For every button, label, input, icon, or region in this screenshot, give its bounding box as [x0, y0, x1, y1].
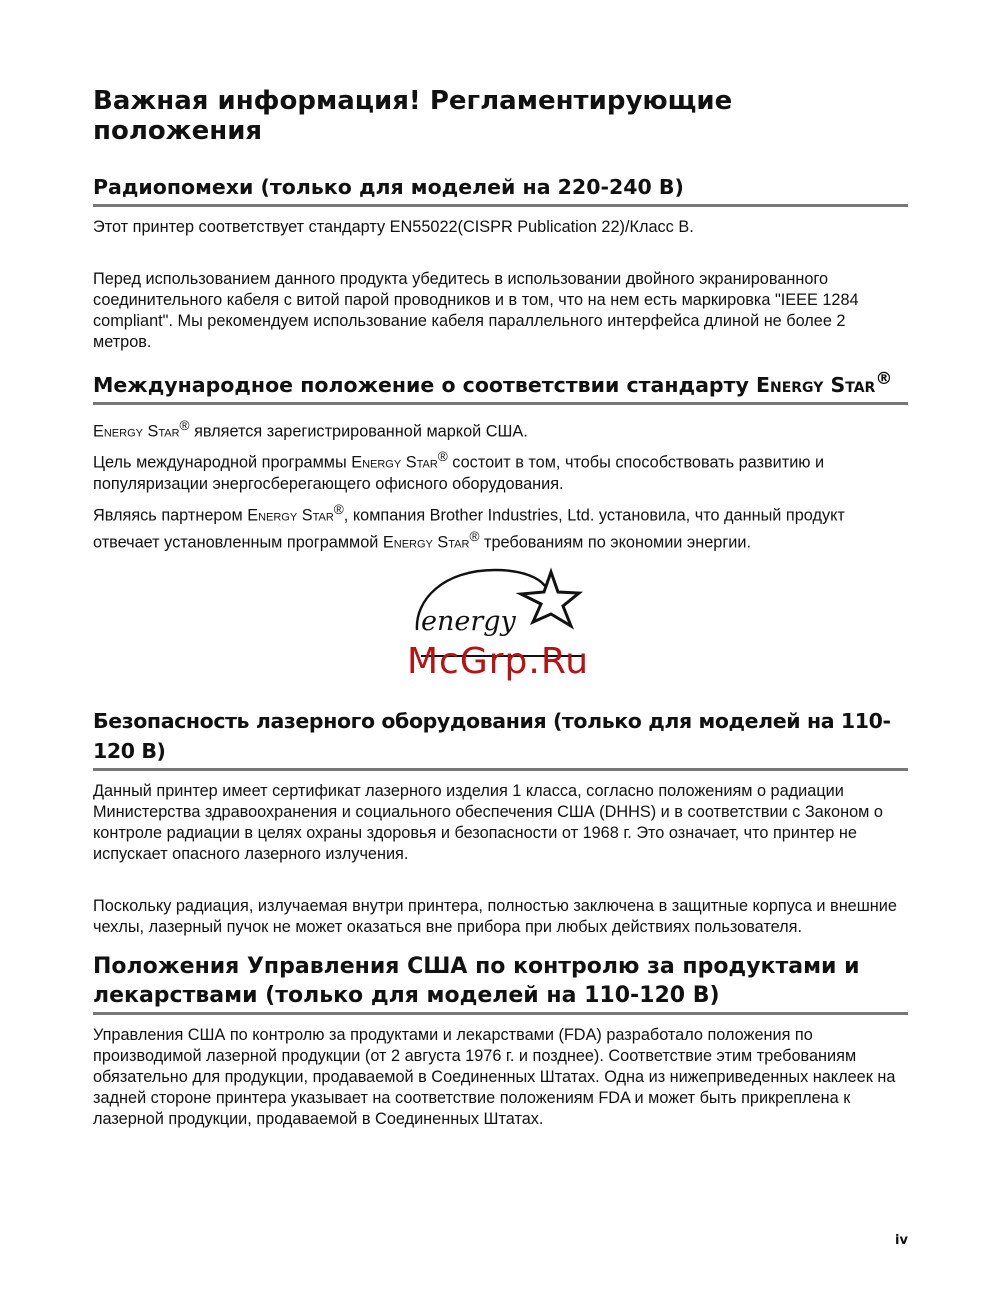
radio-paragraph-2: Перед использованием данного продукта убедитесь в использовании двойного экранированного соединительного кабеля с витой парой проводников и в том, что на нем есть маркировка "IEEE 1284 compliant". Мы рекомендуем использование кабеля параллельного интерфейса длиной не более 2 метров. [93, 270, 859, 351]
energy-p3-prefix: Являясь партнером [93, 506, 248, 525]
energy-p1-text: является зарегистрированной маркой США. [189, 422, 528, 441]
energy-heading-text: Международное положение о соответствии стандарту [93, 372, 756, 397]
registered-mark: ® [875, 369, 893, 389]
registered-mark: ® [179, 417, 190, 433]
watermark-text: McGrp.Ru [407, 640, 590, 682]
registered-mark: ® [333, 501, 344, 517]
document-page [93, 86, 908, 1130]
radio-paragraph-1: Этот принтер соответствует стандарту EN55022(CISPR Publication 22)/Класс В. [93, 218, 694, 236]
fda-paragraph-1: Управления США по контролю за продуктами и лекарствами (FDA) разработало положения по производимой лазерной продукции (от 2 августа 1976 г. и позднее). Соответствие этим требованиям обязательно для продукции, продаваемой в Соединенных Штатах. Одна из нижеприведенных наклеек на задней стороне принтера указывает на соответствие положениям FDA и может быть прикреплена к лазерной продукции, продаваемой в Соединенных Штатах. [93, 1025, 896, 1128]
energy-p3-middle: , компания Brother Industries, Ltd. установила, что данный продукт отвечает установленным программой [93, 506, 845, 552]
energy-paragraph-3 [93, 499, 908, 554]
page-number: iv [895, 1233, 908, 1248]
section-heading-energy [93, 364, 908, 405]
page-title: Важная информация! Регламентирующие положения [93, 86, 733, 146]
energy-p3-suffix: требованиям по экономии энергии. [479, 533, 751, 552]
energy-p2-suffix: состоит в том, чтобы способствовать развитию и популяризации энергосберегающего офисного оборудования. [93, 453, 825, 493]
energy-star-name: Energy Star [382, 533, 470, 552]
energy-star-name: Energy Star [755, 372, 876, 397]
energy-paragraph-2 [93, 446, 908, 494]
laser-paragraph-2: Поскольку радиация, излучаемая внутри принтера, полностью заключена в защитные корпуса и внешние чехлы, лазерный пучок не может оказаться вне прибора при любых действиях пользователя. [93, 896, 897, 936]
registered-mark: ® [437, 449, 448, 465]
energy-paragraph-1 [93, 415, 908, 442]
energy-star-logo [93, 554, 908, 704]
section-heading-fda: Положения Управления США по контролю за продуктами и лекарствами (только для моделей на 110-120 В) [93, 952, 908, 1015]
energy-star-name: Energy Star [351, 453, 438, 472]
registered-mark: ® [469, 529, 480, 545]
energy-star-name: Energy Star [93, 422, 180, 441]
energy-star-name: Energy Star [247, 506, 334, 525]
laser-paragraph-1: Данный принтер имеет сертификат лазерного изделия 1 класса, согласно положениям о радиации Министерства здравоохранения и социального обеспечения США (DHHS) и в соответствии с Законом о контроле радиации в целях охраны здоровья и безопасности от 1968 г. Это означает, что принтер не испускает опасного лазерного излучения. [93, 781, 883, 863]
section-heading-laser: Безопасность лазерного оборудования (только для моделей на 110-120 В) [93, 706, 908, 771]
energy-logo-script: energy [421, 605, 516, 637]
section-heading-radio: Радиопомехи (только для моделей на 220-240 В) [93, 172, 908, 207]
energy-p2-prefix: Цель международной программы [93, 453, 352, 472]
